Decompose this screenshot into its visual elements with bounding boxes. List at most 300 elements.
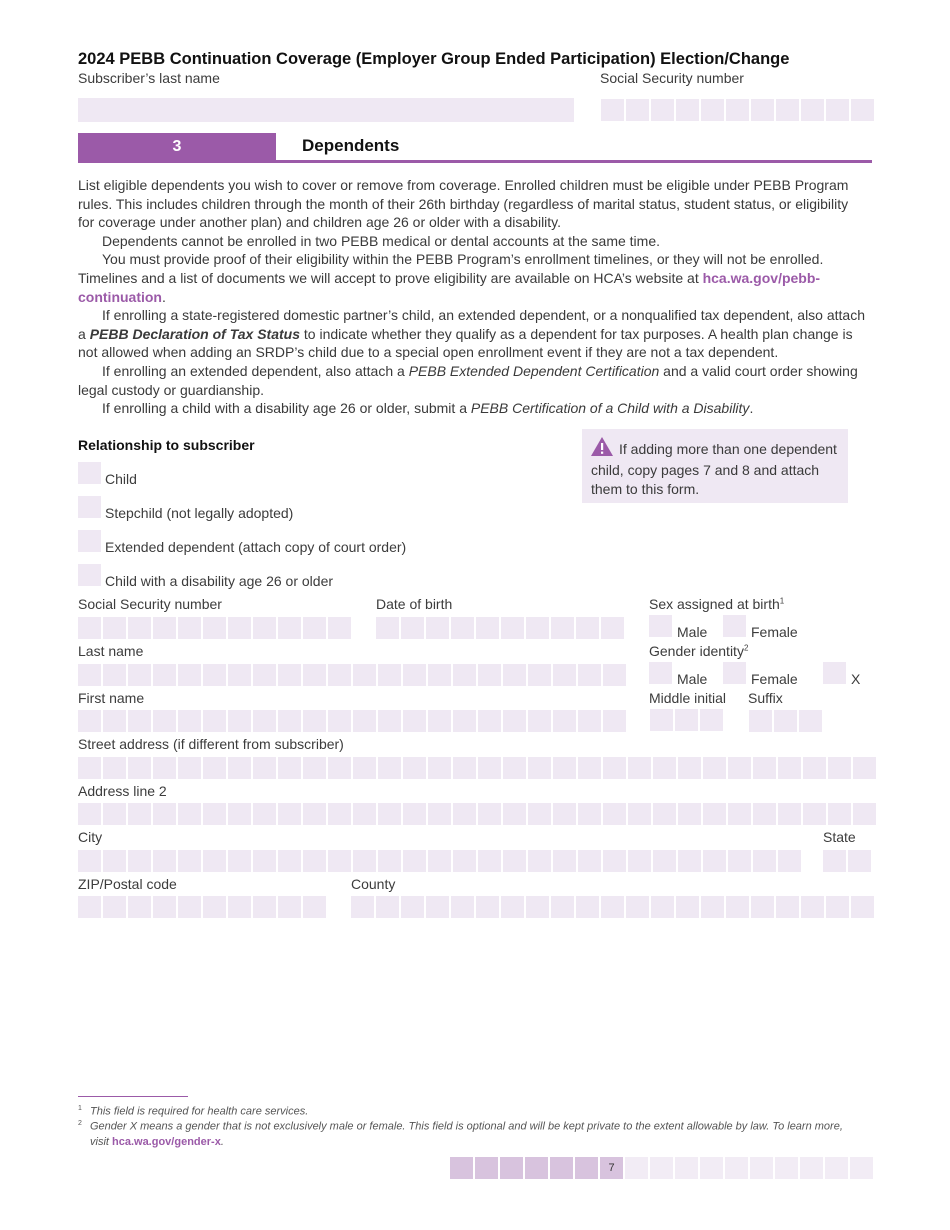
footnote-2-visit: visit xyxy=(90,1135,112,1148)
character-cell[interactable] xyxy=(228,710,251,732)
character-cell[interactable] xyxy=(453,710,476,732)
character-cell[interactable] xyxy=(478,850,501,872)
character-cell[interactable] xyxy=(803,757,826,779)
character-cell[interactable] xyxy=(278,617,301,639)
character-cell[interactable] xyxy=(576,617,599,639)
character-cell[interactable] xyxy=(703,803,726,825)
character-cell[interactable] xyxy=(653,850,676,872)
form-title: 2024 PEBB Continuation Coverage (Employer Group Ended Participation) Election/Change xyxy=(78,50,790,68)
instructions-p3-text: You must provide proof of their eligibility within the PEBB Program’s enrollment timelines, or they will not be enrolled. Timelines and a list of documents we will accept to prove eligibility are available on HCA’s website at xyxy=(78,251,824,286)
character-cell[interactable] xyxy=(601,896,624,918)
character-cell[interactable] xyxy=(303,896,326,918)
character-cell[interactable] xyxy=(128,850,151,872)
character-cell[interactable] xyxy=(503,757,526,779)
character-cell[interactable] xyxy=(353,850,376,872)
character-cell[interactable] xyxy=(426,617,449,639)
character-cell[interactable] xyxy=(128,803,151,825)
character-cell[interactable] xyxy=(328,850,351,872)
character-cell[interactable] xyxy=(401,896,424,918)
character-cell[interactable] xyxy=(853,757,876,779)
gender-female-label: Female xyxy=(751,671,798,687)
character-cell[interactable] xyxy=(376,617,399,639)
city-input[interactable] xyxy=(78,850,803,872)
character-cell[interactable] xyxy=(153,896,176,918)
sex-male-label: Male xyxy=(677,624,708,640)
character-cell[interactable] xyxy=(478,757,501,779)
character-cell[interactable] xyxy=(103,896,126,918)
character-cell[interactable] xyxy=(128,664,151,686)
character-cell[interactable] xyxy=(178,710,201,732)
middle-initial-input[interactable] xyxy=(650,709,725,731)
character-cell[interactable] xyxy=(378,710,401,732)
character-cell[interactable] xyxy=(650,709,673,731)
dependent-dob-input[interactable] xyxy=(376,617,626,639)
character-cell[interactable] xyxy=(153,664,176,686)
character-cell[interactable] xyxy=(403,757,426,779)
character-cell[interactable] xyxy=(751,99,774,121)
character-cell[interactable] xyxy=(528,803,551,825)
character-cell[interactable] xyxy=(403,710,426,732)
instructions-p5-text: If enrolling an extended dependent, also attach a xyxy=(102,362,409,379)
instructions xyxy=(78,176,868,418)
character-cell[interactable] xyxy=(751,896,774,918)
character-cell[interactable] xyxy=(851,99,874,121)
character-cell[interactable] xyxy=(453,757,476,779)
subscriber-last-name-input[interactable] xyxy=(78,98,574,122)
character-cell[interactable] xyxy=(78,617,101,639)
character-cell[interactable] xyxy=(501,617,524,639)
gender-identity-label xyxy=(649,643,748,659)
character-cell[interactable] xyxy=(428,803,451,825)
page-marker xyxy=(725,1157,748,1179)
dependent-ssn-label: Social Security number xyxy=(78,596,222,612)
character-cell[interactable] xyxy=(78,803,101,825)
dependent-last-name-label: Last name xyxy=(78,643,144,659)
character-cell[interactable] xyxy=(826,896,849,918)
character-cell[interactable] xyxy=(478,803,501,825)
character-cell[interactable] xyxy=(228,617,251,639)
footnote-2-text: Gender X means a gender that is not exclusively male or female. This field is optional and will be kept private to the extent allowable by law. To learn more, xyxy=(90,1120,843,1133)
character-cell[interactable] xyxy=(626,99,649,121)
character-cell[interactable] xyxy=(726,896,749,918)
dependent-dob-label: Date of birth xyxy=(376,596,453,612)
subscriber-ssn-input[interactable] xyxy=(601,99,876,121)
character-cell[interactable] xyxy=(728,757,751,779)
section-title: Dependents xyxy=(302,136,400,155)
character-cell[interactable] xyxy=(228,850,251,872)
dependent-ssn-input[interactable] xyxy=(78,617,353,639)
character-cell[interactable] xyxy=(278,664,301,686)
footnote-1-text: This field is required for health care services. xyxy=(90,1105,309,1118)
page-marker xyxy=(450,1157,473,1179)
character-cell[interactable] xyxy=(228,803,251,825)
character-cell[interactable] xyxy=(603,710,626,732)
character-cell[interactable] xyxy=(128,617,151,639)
character-cell[interactable] xyxy=(178,664,201,686)
character-cell[interactable] xyxy=(78,850,101,872)
gender-x-checkbox[interactable] xyxy=(823,662,846,684)
character-cell[interactable] xyxy=(103,664,126,686)
character-cell[interactable] xyxy=(823,850,846,872)
character-cell[interactable] xyxy=(476,896,499,918)
character-cell[interactable] xyxy=(553,850,576,872)
dependent-first-name-input[interactable] xyxy=(78,710,628,732)
character-cell[interactable] xyxy=(651,99,674,121)
footnote-2-end: . xyxy=(220,1135,224,1148)
character-cell[interactable] xyxy=(848,850,871,872)
character-cell[interactable] xyxy=(353,710,376,732)
dependent-last-name-input[interactable] xyxy=(78,664,628,686)
character-cell[interactable] xyxy=(578,664,601,686)
disabled-child-option-label: Child with a disability age 26 or older xyxy=(105,573,334,589)
character-cell[interactable] xyxy=(103,850,126,872)
page-marker xyxy=(525,1157,548,1179)
character-cell[interactable] xyxy=(551,896,574,918)
gender-male-label: Male xyxy=(677,671,708,687)
character-cell[interactable] xyxy=(578,757,601,779)
character-cell[interactable] xyxy=(526,896,549,918)
character-cell[interactable] xyxy=(278,803,301,825)
character-cell[interactable] xyxy=(578,850,601,872)
tax-status-doc-name: PEBB Declaration of Tax Status xyxy=(89,325,300,342)
character-cell[interactable] xyxy=(603,664,626,686)
suffix-input[interactable] xyxy=(749,710,824,732)
character-cell[interactable] xyxy=(526,617,549,639)
character-cell[interactable] xyxy=(153,710,176,732)
character-cell[interactable] xyxy=(328,803,351,825)
character-cell[interactable] xyxy=(776,99,799,121)
child-checkbox[interactable] xyxy=(78,462,101,484)
character-cell[interactable] xyxy=(478,710,501,732)
character-cell[interactable] xyxy=(503,803,526,825)
character-cell[interactable] xyxy=(578,710,601,732)
character-cell[interactable] xyxy=(628,850,651,872)
character-cell[interactable] xyxy=(278,710,301,732)
city-label: City xyxy=(78,829,103,845)
character-cell[interactable] xyxy=(403,664,426,686)
character-cell[interactable] xyxy=(778,757,801,779)
notice-text: If adding more than one dependent child, copy pages 7 and 8 and attach them to this form. xyxy=(591,441,837,497)
character-cell[interactable] xyxy=(153,850,176,872)
gender-female-checkbox[interactable] xyxy=(723,662,746,684)
character-cell[interactable] xyxy=(253,664,276,686)
character-cell[interactable] xyxy=(451,896,474,918)
character-cell[interactable] xyxy=(726,99,749,121)
instructions-p3 xyxy=(78,250,868,306)
character-cell[interactable] xyxy=(228,896,251,918)
middle-initial-label: Middle initial xyxy=(649,690,727,706)
character-cell[interactable] xyxy=(203,664,226,686)
character-cell[interactable] xyxy=(651,896,674,918)
sex-female-checkbox[interactable] xyxy=(723,615,746,637)
character-cell[interactable] xyxy=(278,757,301,779)
section-header xyxy=(78,133,872,163)
character-cell[interactable] xyxy=(203,617,226,639)
sex-male-checkbox[interactable] xyxy=(649,615,672,637)
character-cell[interactable] xyxy=(503,710,526,732)
character-cell[interactable] xyxy=(253,757,276,779)
character-cell[interactable] xyxy=(303,757,326,779)
instructions-p4-text: If enrolling a state-registered domestic partner’s child, an extended dependent, or a nonqualified tax dependent, also attach a xyxy=(78,307,865,342)
character-cell[interactable] xyxy=(774,710,797,732)
instructions-p4 xyxy=(78,306,868,362)
character-cell[interactable] xyxy=(403,803,426,825)
warning-icon xyxy=(591,437,613,461)
character-cell[interactable] xyxy=(128,896,151,918)
character-cell[interactable] xyxy=(578,803,601,825)
character-cell[interactable] xyxy=(676,99,699,121)
county-input[interactable] xyxy=(351,896,876,918)
character-cell[interactable] xyxy=(675,709,698,731)
instructions-p5 xyxy=(78,362,868,399)
character-cell[interactable] xyxy=(601,99,624,121)
character-cell[interactable] xyxy=(203,896,226,918)
character-cell[interactable] xyxy=(103,803,126,825)
character-cell[interactable] xyxy=(203,710,226,732)
character-cell[interactable] xyxy=(628,803,651,825)
character-cell[interactable] xyxy=(478,664,501,686)
character-cell[interactable] xyxy=(378,757,401,779)
character-cell[interactable] xyxy=(351,896,374,918)
street-address-input[interactable] xyxy=(78,757,878,779)
disabled-child-checkbox[interactable] xyxy=(78,564,101,586)
stepchild-checkbox[interactable] xyxy=(78,496,101,518)
instructions-p6 xyxy=(78,399,868,418)
character-cell[interactable] xyxy=(826,99,849,121)
character-cell[interactable] xyxy=(178,803,201,825)
character-cell[interactable] xyxy=(203,757,226,779)
instructions-p5-end: and a valid court order showing legal custody or guardianship. xyxy=(78,362,858,398)
page-marker xyxy=(500,1157,523,1179)
character-cell[interactable] xyxy=(778,850,801,872)
character-cell[interactable] xyxy=(228,664,251,686)
character-cell[interactable] xyxy=(278,850,301,872)
subscriber-ssn-label: Social Security number xyxy=(600,70,744,86)
sex-at-birth-label xyxy=(649,596,784,612)
character-cell[interactable] xyxy=(78,664,101,686)
character-cell[interactable] xyxy=(178,850,201,872)
county-label: County xyxy=(351,876,396,892)
character-cell[interactable] xyxy=(278,896,301,918)
relationship-heading: Relationship to subscriber xyxy=(78,437,255,453)
character-cell[interactable] xyxy=(328,710,351,732)
character-cell[interactable] xyxy=(428,757,451,779)
character-cell[interactable] xyxy=(553,803,576,825)
character-cell[interactable] xyxy=(828,803,851,825)
character-cell[interactable] xyxy=(378,850,401,872)
sex-at-birth-text: Sex assigned at birth xyxy=(649,596,780,612)
character-cell[interactable] xyxy=(353,664,376,686)
footnote-1-number: 1 xyxy=(78,1105,82,1112)
character-cell[interactable] xyxy=(603,850,626,872)
character-cell[interactable] xyxy=(603,757,626,779)
character-cell[interactable] xyxy=(378,803,401,825)
character-cell[interactable] xyxy=(303,803,326,825)
character-cell[interactable] xyxy=(678,803,701,825)
character-cell[interactable] xyxy=(178,617,201,639)
character-cell[interactable] xyxy=(253,896,276,918)
character-cell[interactable] xyxy=(78,757,101,779)
character-cell[interactable] xyxy=(553,710,576,732)
character-cell[interactable] xyxy=(728,850,751,872)
instructions-p4-end: to indicate whether they qualify as a dependent for tax purposes. A health plan change is not allowed when adding an SRDP’s child due to a special open enrollment event if they are not a tax dependent. xyxy=(78,325,853,361)
character-cell[interactable] xyxy=(503,664,526,686)
character-cell[interactable] xyxy=(701,99,724,121)
character-cell[interactable] xyxy=(753,757,776,779)
instructions-p1: List eligible dependents you wish to cover or remove from coverage. Enrolled children must be eligible under PEBB Program rules. This includes children through the month of their 26th birthday (regardless of marital status, student status, or eligibility for coverage under another plan) and children age 26 or older with a disability. xyxy=(78,177,849,231)
character-cell[interactable] xyxy=(78,896,101,918)
character-cell[interactable] xyxy=(576,896,599,918)
extended-dependent-checkbox[interactable] xyxy=(78,530,101,552)
character-cell[interactable] xyxy=(153,757,176,779)
instructions-p6-end: . xyxy=(749,400,754,417)
character-cell[interactable] xyxy=(828,757,851,779)
character-cell[interactable] xyxy=(153,803,176,825)
address-line-2-label: Address line 2 xyxy=(78,783,167,799)
character-cell[interactable] xyxy=(303,664,326,686)
character-cell[interactable] xyxy=(753,850,776,872)
zip-input[interactable] xyxy=(78,896,328,918)
page-indicator xyxy=(450,1157,875,1179)
character-cell[interactable] xyxy=(253,803,276,825)
gender-x-label: X xyxy=(851,671,861,687)
character-cell[interactable] xyxy=(653,803,676,825)
instructions-p3-end: . xyxy=(162,288,166,305)
character-cell[interactable] xyxy=(700,709,723,731)
character-cell[interactable] xyxy=(626,896,649,918)
character-cell[interactable] xyxy=(551,617,574,639)
character-cell[interactable] xyxy=(451,617,474,639)
address-line-2-input[interactable] xyxy=(78,803,878,825)
character-cell[interactable] xyxy=(476,617,499,639)
character-cell[interactable] xyxy=(228,757,251,779)
character-cell[interactable] xyxy=(453,850,476,872)
character-cell[interactable] xyxy=(799,710,822,732)
character-cell[interactable] xyxy=(778,803,801,825)
character-cell[interactable] xyxy=(378,664,401,686)
character-cell[interactable] xyxy=(128,710,151,732)
character-cell[interactable] xyxy=(776,896,799,918)
character-cell[interactable] xyxy=(103,710,126,732)
character-cell[interactable] xyxy=(453,664,476,686)
character-cell[interactable] xyxy=(328,664,351,686)
character-cell[interactable] xyxy=(178,896,201,918)
character-cell[interactable] xyxy=(851,896,874,918)
gender-footnote-ref: 2 xyxy=(743,643,749,653)
state-input[interactable] xyxy=(823,850,873,872)
character-cell[interactable] xyxy=(801,99,824,121)
footnote-2-number: 2 xyxy=(78,1120,82,1127)
character-cell[interactable] xyxy=(426,896,449,918)
character-cell[interactable] xyxy=(803,803,826,825)
character-cell[interactable] xyxy=(528,850,551,872)
page-marker xyxy=(625,1157,648,1179)
character-cell[interactable] xyxy=(628,757,651,779)
character-cell[interactable] xyxy=(501,896,524,918)
character-cell[interactable] xyxy=(703,757,726,779)
character-cell[interactable] xyxy=(103,617,126,639)
page-marker xyxy=(800,1157,823,1179)
character-cell[interactable] xyxy=(528,664,551,686)
character-cell[interactable] xyxy=(128,757,151,779)
character-cell[interactable] xyxy=(678,850,701,872)
character-cell[interactable] xyxy=(428,850,451,872)
character-cell[interactable] xyxy=(453,803,476,825)
character-cell[interactable] xyxy=(503,850,526,872)
sex-female-label: Female xyxy=(751,624,798,640)
gender-male-checkbox[interactable] xyxy=(649,662,672,684)
character-cell[interactable] xyxy=(328,617,351,639)
character-cell[interactable] xyxy=(676,896,699,918)
character-cell[interactable] xyxy=(253,617,276,639)
page-marker xyxy=(550,1157,573,1179)
character-cell[interactable] xyxy=(328,757,351,779)
zip-label: ZIP/Postal code xyxy=(78,876,177,892)
instructions-p6-text: If enrolling a child with a disability age 26 or older, submit a xyxy=(102,400,471,417)
character-cell[interactable] xyxy=(678,757,701,779)
character-cell[interactable] xyxy=(303,617,326,639)
character-cell[interactable] xyxy=(801,896,824,918)
page-marker xyxy=(775,1157,798,1179)
state-label: State xyxy=(823,829,856,845)
character-cell[interactable] xyxy=(553,757,576,779)
character-cell[interactable] xyxy=(728,803,751,825)
character-cell[interactable] xyxy=(528,757,551,779)
character-cell[interactable] xyxy=(103,757,126,779)
suffix-label: Suffix xyxy=(748,690,783,706)
character-cell[interactable] xyxy=(253,850,276,872)
instructions-p2: Dependents cannot be enrolled in two PEBB medical or dental accounts at the same time. xyxy=(102,232,660,249)
extended-dependent-doc-name: PEBB Extended Dependent Certification xyxy=(408,362,660,379)
character-cell[interactable] xyxy=(603,803,626,825)
character-cell[interactable] xyxy=(753,803,776,825)
character-cell[interactable] xyxy=(153,617,176,639)
character-cell[interactable] xyxy=(78,710,101,732)
page-number: 7 xyxy=(600,1157,623,1179)
copy-pages-notice xyxy=(582,429,848,503)
character-cell[interactable] xyxy=(701,896,724,918)
character-cell[interactable] xyxy=(253,710,276,732)
character-cell[interactable] xyxy=(403,850,426,872)
gender-x-link[interactable]: hca.wa.gov/gender-x xyxy=(112,1135,221,1148)
character-cell[interactable] xyxy=(303,710,326,732)
character-cell[interactable] xyxy=(653,757,676,779)
page-marker xyxy=(700,1157,723,1179)
gender-identity-text: Gender identity xyxy=(649,643,744,659)
character-cell[interactable] xyxy=(428,664,451,686)
character-cell[interactable] xyxy=(376,896,399,918)
character-cell[interactable] xyxy=(428,710,451,732)
character-cell[interactable] xyxy=(528,710,551,732)
footnote-2 xyxy=(78,1116,868,1150)
character-cell[interactable] xyxy=(703,850,726,872)
character-cell[interactable] xyxy=(203,803,226,825)
character-cell[interactable] xyxy=(749,710,772,732)
page-marker xyxy=(825,1157,848,1179)
section-number: 3 xyxy=(78,133,276,160)
pebb-continuation-link[interactable]: hca.wa.gov/pebb-continuation xyxy=(78,269,821,305)
character-cell[interactable] xyxy=(203,850,226,872)
character-cell[interactable] xyxy=(303,850,326,872)
character-cell[interactable] xyxy=(353,757,376,779)
character-cell[interactable] xyxy=(353,803,376,825)
character-cell[interactable] xyxy=(853,803,876,825)
character-cell[interactable] xyxy=(553,664,576,686)
character-cell[interactable] xyxy=(401,617,424,639)
character-cell[interactable] xyxy=(601,617,624,639)
disability-cert-doc-name: PEBB Certification of a Child with a Disability xyxy=(470,400,750,417)
character-cell[interactable] xyxy=(178,757,201,779)
